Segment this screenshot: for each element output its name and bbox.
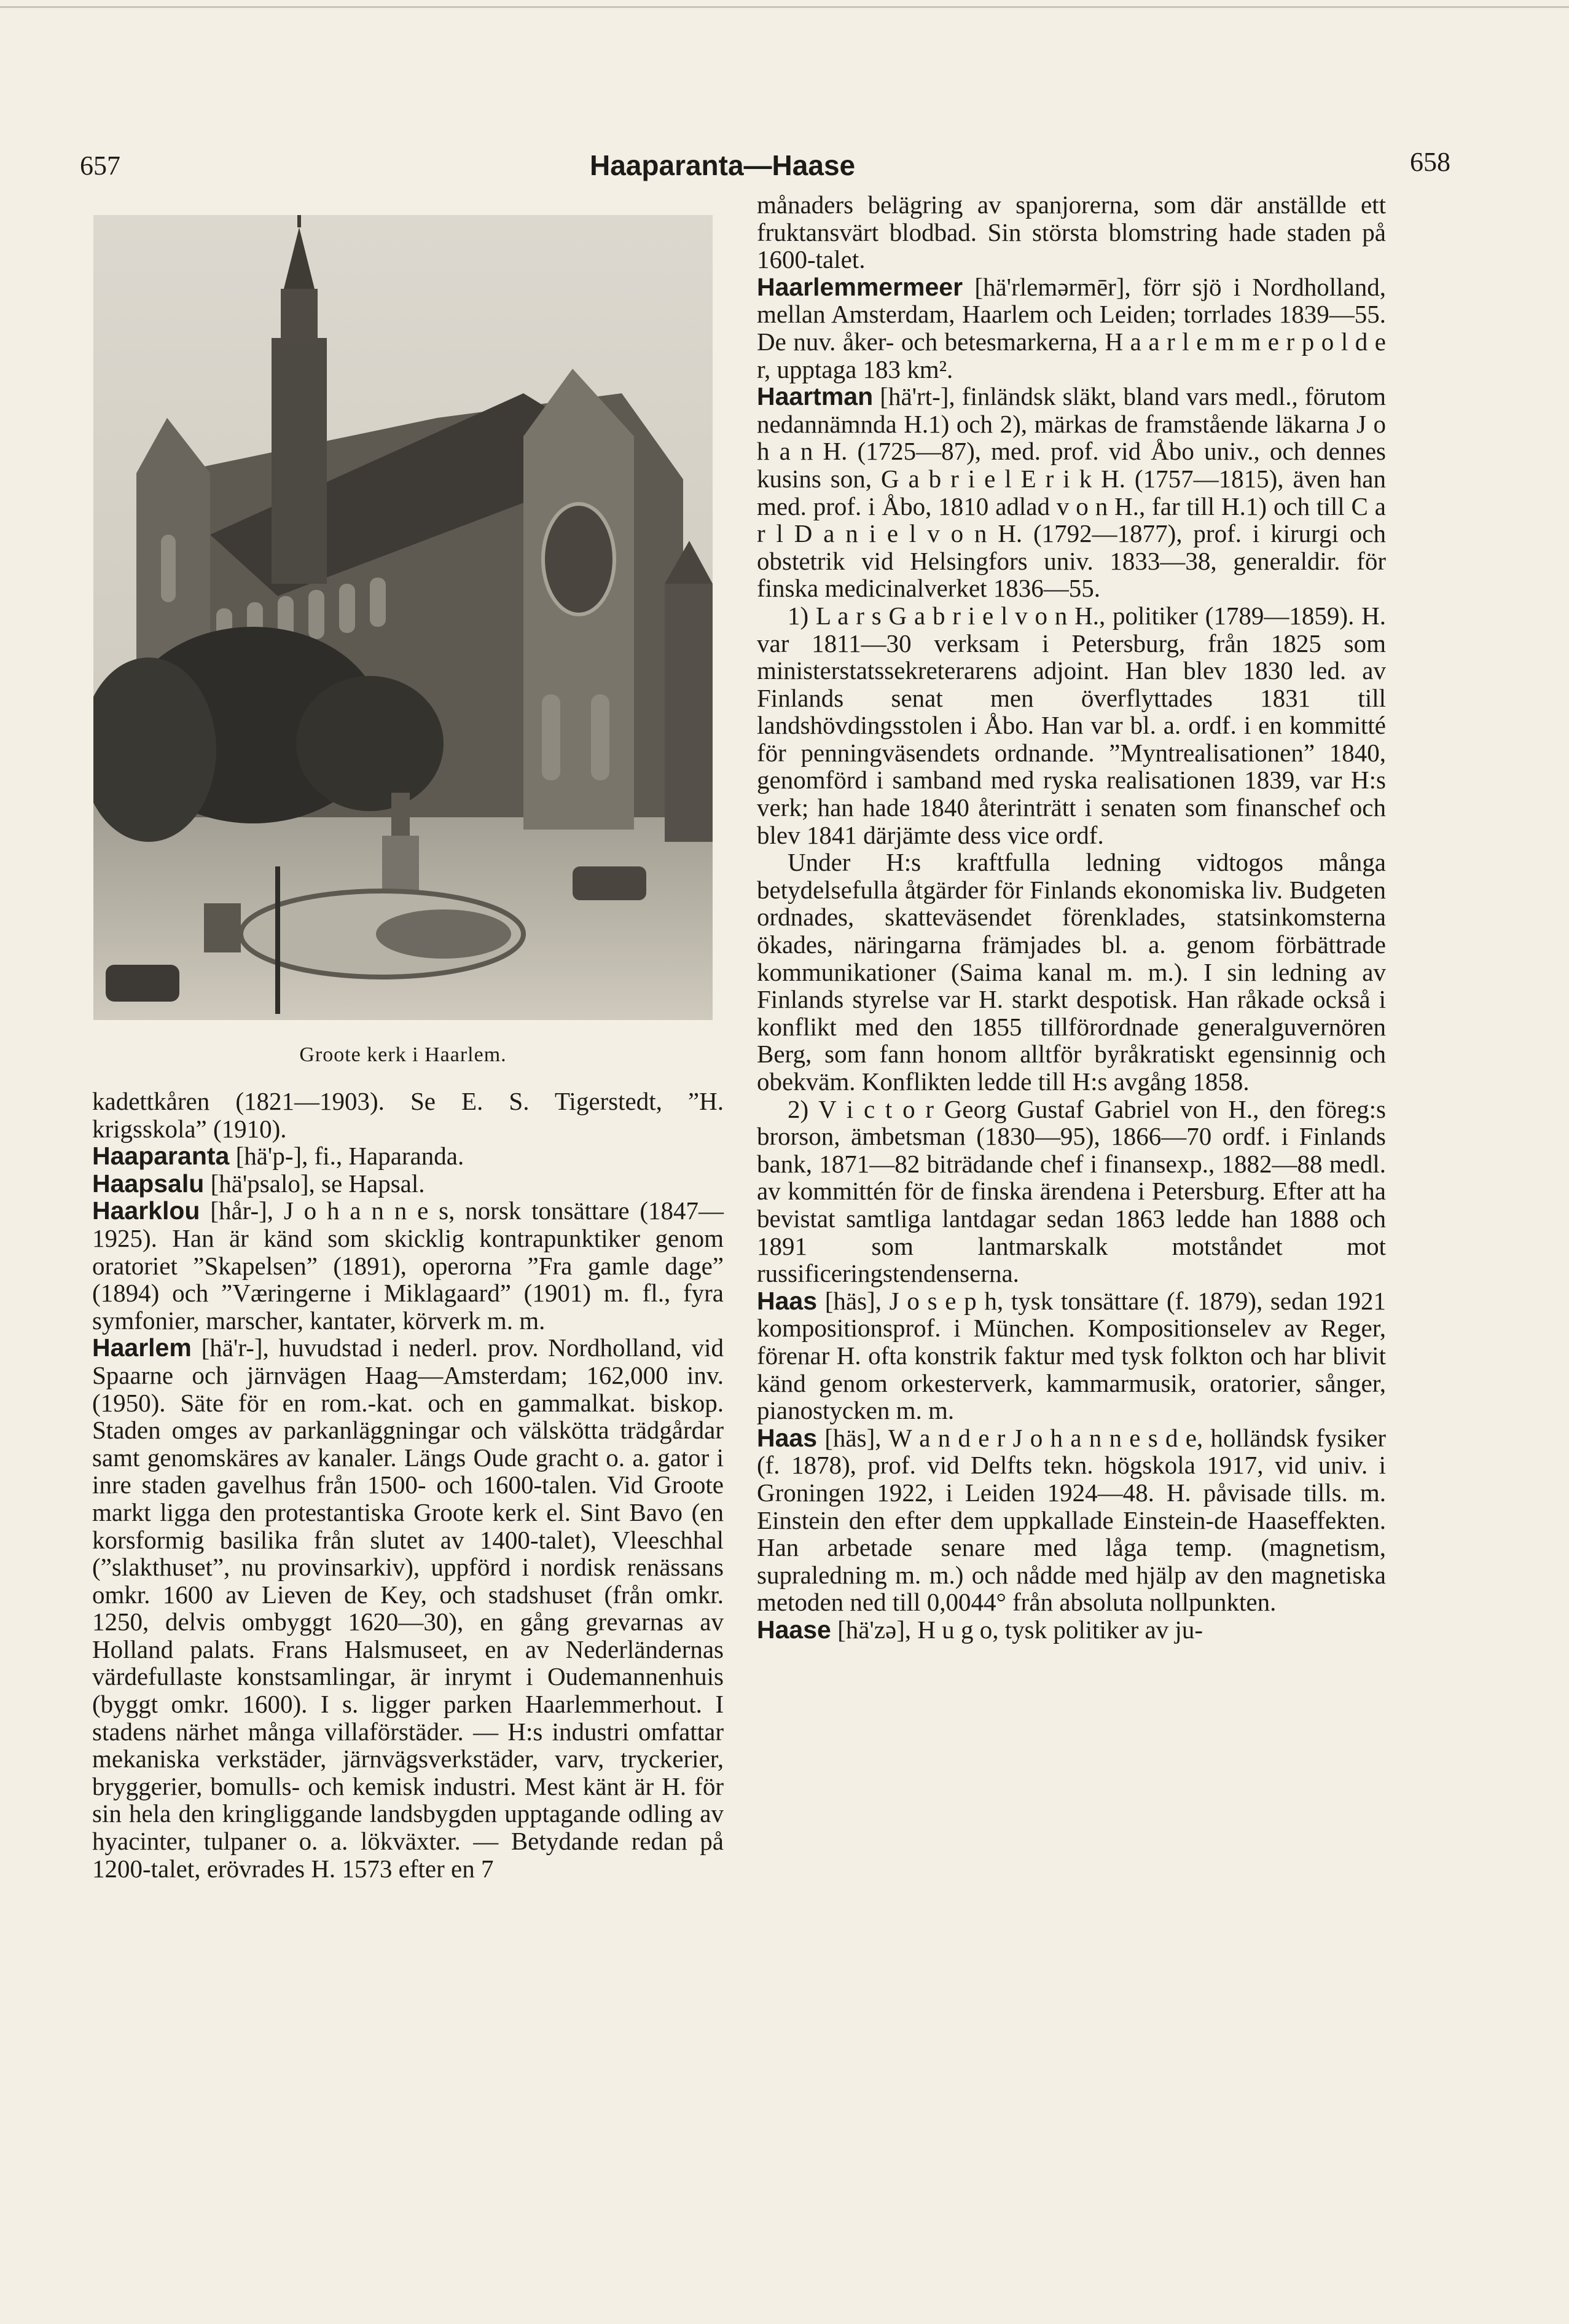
scan-edge-line — [0, 6, 1569, 8]
left-page-number: 657 — [80, 151, 120, 181]
headword: Haaparanta — [92, 1142, 230, 1171]
church-photo-illustration — [93, 215, 713, 1020]
headword: Haase — [757, 1615, 831, 1644]
entry-haas-wander: Haas [häs], W a n d e r J o h a n n e s d e, holländsk fysiker (f. 1878), prof. vid Delfts tekn. högskola 1917, vid univ. i Groningen 1922, i Leiden 1924—48. H. påvisade tills. m. Einstein den efter dem uppkallade Einstein-de Haaseffekten. Han arbetade senare med låga temp. (magnetism, supraledning m. m.) och nådde med hjälp av den magnetiska metoden ned till 0,0044° från absoluta nollpunkten. — [757, 1423, 1386, 1617]
right-text-column — [757, 191, 1386, 1643]
entry-haartman: Haartman [hä'rt-], finländsk släkt, bland vars medl., förutom nedannämnda H.1) och 2), märkas de framstående läkarna J o h a n H. (1725—87), med. prof. vid Åbo univ., och dennes kusins son, G a b r i e l E r i k H. (1757—1815), även han med. prof. i Åbo, 1810 adlad v o n H., far till H.1) och till C a r l D a n i e l v o n H. (1792—1877), prof. i kirurgi och obstetrik vid Helsingfors univ. 1833—38, generaldir. för finska medicinalverket 1836—55. — [757, 382, 1386, 603]
subentry-victor: 2) V i c t o r Georg Gustaf Gabriel von H., den föreg:s brorson, ämbetsman (1830—95), 1866—70 ordf. i Finlands bank, 1871—82 biträdande chef i finansexp., 1882—88 medl. av kommittén för de finska ärendena i Petersburg. Efter att ha bevistat samtliga lantdagar sedan 1863 ledde han 1888 och 1891 som lantmarskalk motståndet mot russificeringstendenserna. — [757, 1094, 1386, 1288]
entry-haarlem: Haarlem [hä'r-], huvudstad i nederl. prov. Nordholland, vid Spaarne och järnvägen Haag—Amsterdam; 162,000 inv. (1950). Säte för en rom.-kat. och en gammalkat. biskop. Staden omges av parkanläggningar och välskötta trädgårdar samt genomskäres av kanaler. Längs Oude gracht o. a. gator i inre staden gavelhus från 1500- och 1600-talen. Vid Groote markt ligga den protestantiska Groote kerk el. Sint Bavo (en korsformig basilika från slutet av 1400-talet), Vleeschhal (”slakthuset”, nu provinsarkiv), uppförd i nordisk renässans omkr. 1600 av Lieven de Key, och stadshuset (från omkr. 1250, delvis ombyggt 1620—30), en gång grevarnas av Holland palats. Frans Halsmuseet, en av Nederländernas värdefullaste konstsamlingar, är inrymt i Oudemannenhuis (byggt omkr. 1600). I s. ligger parken Haarlemmerhout. I stadens närhet många villaförstäder. — H:s industri omfattar mekaniska verkstäder, järnvägsverkstäder, varv, tryckerier, bryggerier, bomulls- och kemisk industri. Mest känt är H. för sin hela den kringliggande landsbygden upptagande odling av hyacinter, tulpaner o. a. lökväxter. — Betydande redan på 1200-talet, erövrades H. 1573 efter en 7 — [92, 1333, 724, 1883]
left-text-column — [92, 1088, 724, 1882]
photo-caption: Groote kerk i Haarlem. — [299, 1043, 507, 1066]
subentry-lars-gabriel: 1) L a r s G a b r i e l v o n H., politiker (1789—1859). H. var 1811—30 verksam i Petersburg, från 1825 som ministerstatssekreterarens adjoint. Han blev 1830 led. av Finlands senat men överflyttades 1831 till landshövdingsstolen i Åbo. Han var bl. a. ordf. i en kommitté för penningväsendets ordnande. ”Myntrealisationen” 1840, genomförd i samband med ryska realisationen 1839, var H:s verk; han hade 1840 återinträtt i senaten som finanschef och blev 1841 därjämte dess vice ordf. — [757, 601, 1386, 849]
entry-haase: Haase [hä'zə], H u g o, tysk politiker av ju- — [757, 1615, 1203, 1644]
paragraph-haartman-career: Under H:s kraftfulla ledning vidtogos många betydelsefulla åtgärder för Finlands ekonomiska liv. Budgeten ordnades, skatteväsendet förenklades, statsinkomsterna ökades, näringarna främjades bl. a. genom förbättrade kommunikationer (Saima kanal m. m.). I sin ledning av Finlands styrelse var H. starkt despotisk. Han råkade också i konflikt med den 1855 tillförordnade generalguvernören Berg, som fann honom alltför byråkratiskt egensinnig och obekväm. Konflikten ledde till H:s avgång 1858. — [757, 848, 1386, 1096]
headword: Haapsalu — [92, 1169, 205, 1198]
paragraph-continued: månaders belägring av spanjorerna, som där anställde ett fruktansvärt blodbad. Sin största blomstring hade staden på 1600-talet. — [757, 190, 1386, 274]
church-photo — [93, 215, 713, 1020]
headword: Haarklou — [92, 1196, 200, 1225]
headword: Haarlemmermeer — [757, 272, 963, 301]
entry-haarlemmermeer: Haarlemmermeer [hä'rlemərmēr], förr sjö i Nordholland, mellan Amsterdam, Haarlem och Leiden; torrlades 1839—55. De nuv. åker- och betesmarkerna, H a a r l e m m e r p o l d e r, upptaga 183 km². — [757, 272, 1386, 383]
entry-haarklou: Haarklou [hår-], J o h a n n e s, norsk tonsättare (1847—1925). Han är känd som skicklig kontrapunktiker genom oratoriet ”Skapelsen” (1891), operorna ”Fra gamle dage” (1894) och ”Væringerne i Miklagaard” (1901) m. fl., fyra symfonier, marscher, kantater, körverk m. m. — [92, 1196, 724, 1335]
running-head: Haaparanta—Haase — [590, 149, 856, 181]
headword: Haas — [757, 1423, 818, 1452]
headword: Haartman — [757, 382, 874, 411]
paragraph-continued: kadettkåren (1821—1903). Se E. S. Tigerstedt, ”H. krigsskola” (1910). — [92, 1087, 724, 1143]
headword: Haas — [757, 1286, 818, 1315]
entry-haaparanta: Haaparanta [hä'p-], fi., Haparanda. — [92, 1142, 464, 1171]
right-page-number: 658 — [1410, 147, 1450, 177]
entry-haapsalu: Haapsalu [hä'psalo], se Hapsal. — [92, 1169, 425, 1198]
headword: Haarlem — [92, 1333, 192, 1362]
entry-haas-joseph: Haas [häs], J o s e p h, tysk tonsättare (f. 1879), sedan 1921 kompositionsprof. i München. Kompositionselev av Reger, förenar H. ofta konstrik faktur med tysk folkton och har blivit känd genom orkesterverk, kammarmusik, oratorier, sånger, pianostycken m. m. — [757, 1286, 1386, 1425]
